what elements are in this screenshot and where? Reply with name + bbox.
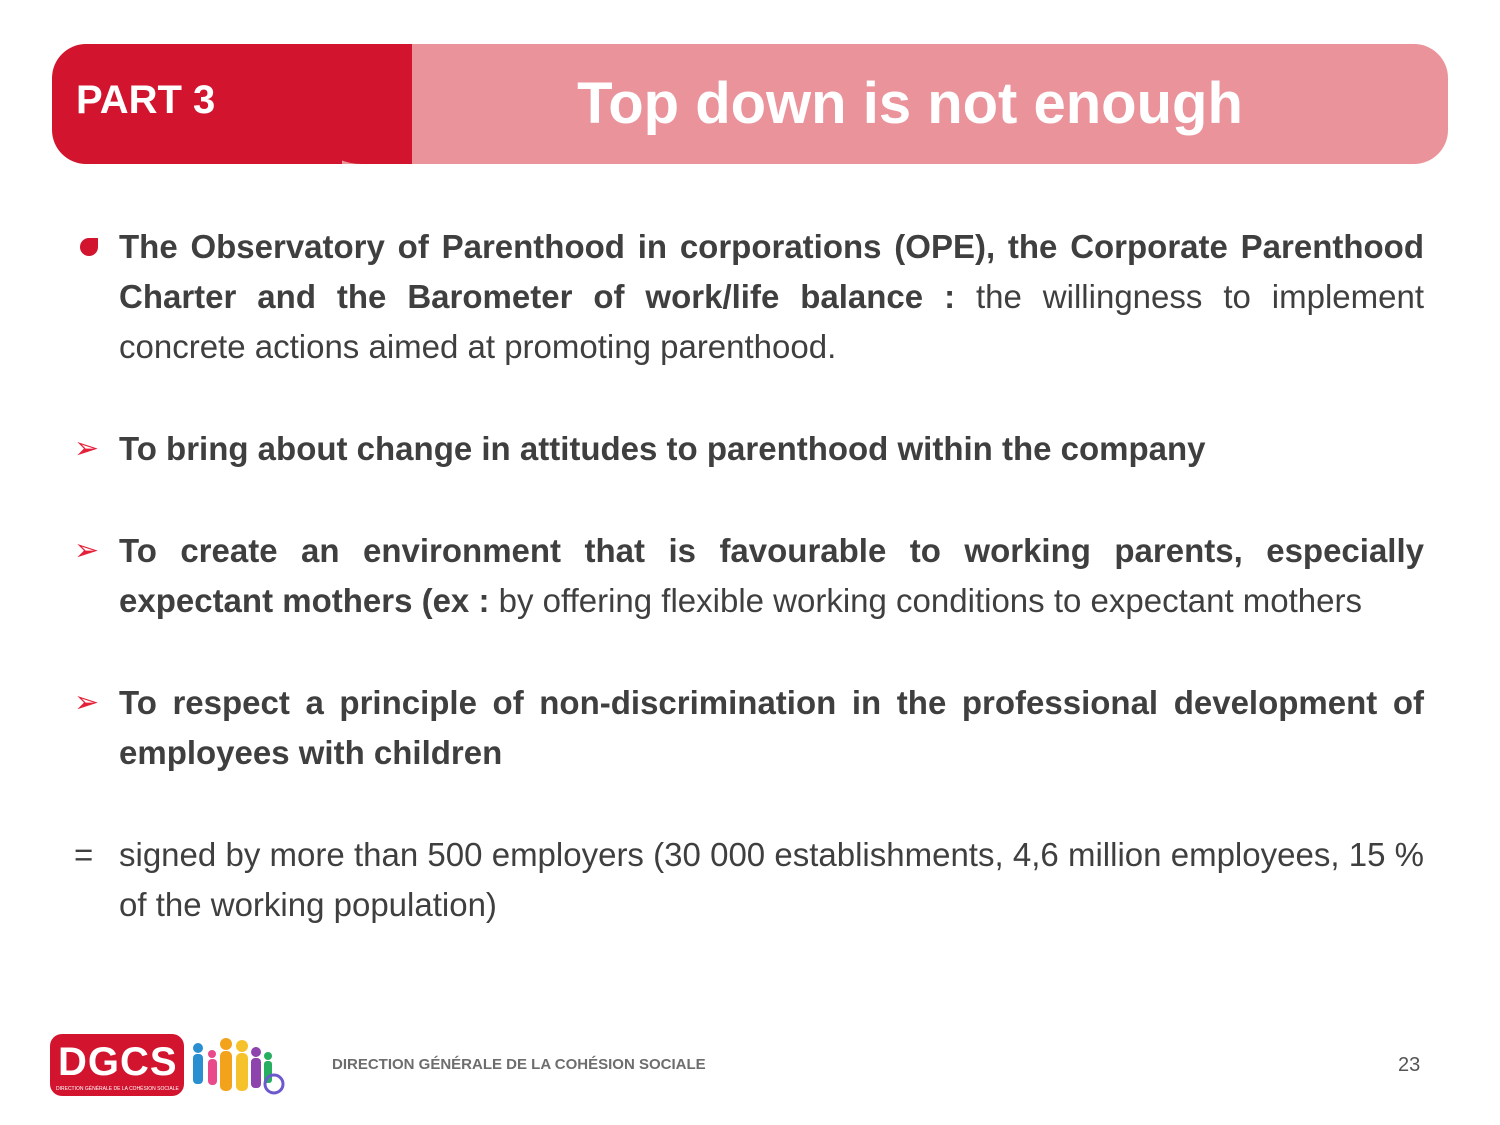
logo-subtext: DIRECTION GÉNÉRALE DE LA COHÉSION SOCIALE <box>56 1086 179 1092</box>
footer-org-name: DIRECTION GÉNÉRALE DE LA COHÉSION SOCIALE <box>332 1056 706 1073</box>
arrow-bullet-icon: ➢ <box>74 432 100 465</box>
arrow-bullet-icon: ➢ <box>74 534 100 567</box>
equals-prefix: = <box>74 836 94 873</box>
dgcs-logo <box>50 1032 290 1100</box>
item-bold-text: To respect a principle of non-discrimination in the professional development of employees with children <box>119 684 1424 771</box>
arrow-bullet-icon: ➢ <box>74 686 100 719</box>
item-text: by offering flexible working conditions to expectant mothers <box>489 582 1362 619</box>
item-bold-text: The Observatory of Parenthood in corporations (OPE), the Corporate Parenthood Charter and the Barometer of work/life balance : <box>119 228 1424 315</box>
drop-bullet-icon <box>80 238 98 256</box>
item-bold-text: To create an environment that is favourable to working parents, especially expectant mothers (ex : <box>119 532 1424 619</box>
family-figures-icon <box>188 1034 288 1100</box>
part-label: PART 3 <box>76 78 216 122</box>
list-item <box>74 678 1424 778</box>
slide-title: Top down is not enough <box>577 71 1243 136</box>
logo-box <box>50 1034 184 1096</box>
item-text: the willingness to implement concrete actions aimed at promoting parenthood. <box>119 278 1424 365</box>
list-item <box>74 830 1424 930</box>
part-tab-curve <box>302 44 412 164</box>
item-text: signed by more than 500 employers (30 000 establishments, 4,6 million employees, 15 % of the working population) <box>119 836 1424 923</box>
slide-content <box>74 222 1424 930</box>
logo-text: DGCS <box>58 1040 178 1084</box>
slide-header <box>52 44 1448 164</box>
list-item <box>74 526 1424 626</box>
item-bold-text: To bring about change in attitudes to parenthood within the company <box>119 430 1206 467</box>
list-item <box>74 222 1424 372</box>
page-number: 23 <box>1398 1054 1421 1076</box>
list-item <box>74 424 1424 474</box>
